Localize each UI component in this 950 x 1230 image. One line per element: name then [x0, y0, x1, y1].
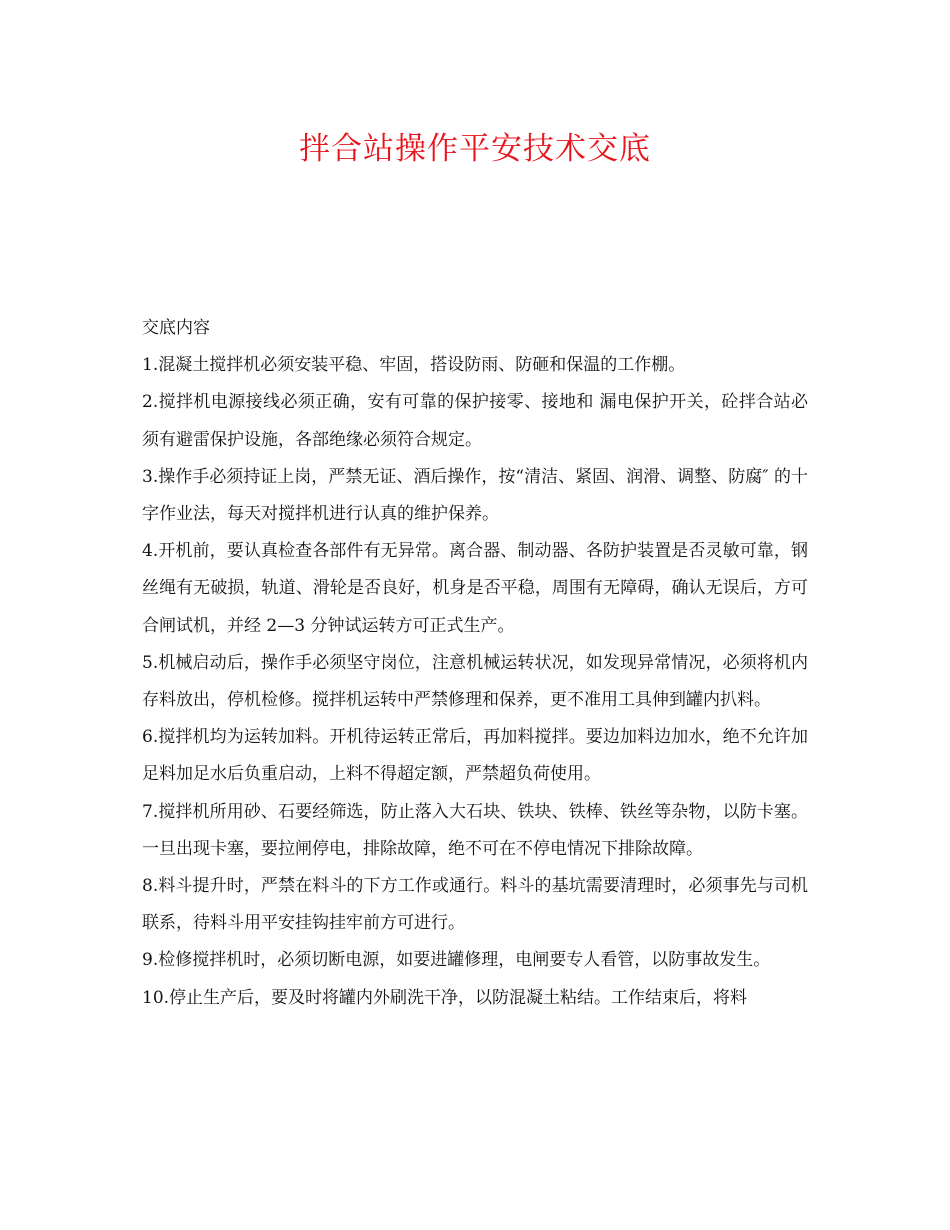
section-heading: 交底内容 [142, 318, 210, 338]
paragraph-item-10: 10.停止生产后，要及时将罐内外刷洗干净，以防混凝土粘结。工作结束后，将料 [142, 987, 748, 1008]
paragraph-item-5: 5.机械启动后，操作手必须坚守岗位，注意机械运转状况，如发现异常情况，必须将机内存料放出，停机检修。搅拌机运转中严禁修理和保养，更不准用工具伸到罐内扒料。 [142, 652, 808, 711]
paragraph-item-6: 6.搅拌机均为运转加料。开机待运转正常后，再加料搅拌。要边加料边加水，绝不允许加足料加足水后负重启动，上料不得超定额，严禁超负荷使用。 [142, 727, 808, 785]
document-body [142, 310, 808, 1017]
document-title: 拌合站操作平安技术交底 [299, 131, 651, 167]
paragraph-item-1: 1.混凝土搅拌机必须安装平稳、牢固，搭设防雨、防砸和保温的工作棚。 [142, 355, 686, 376]
paragraph-item-3: 3.操作手必须持证上岗，严禁无证、酒后操作，按“清洁、紧固、润滑、调整、防腐″ 的十字作业法，每天对搅拌机进行认真的维护保养。 [142, 466, 808, 525]
paragraph-item-4: 4.开机前，要认真检查各部件有无异常。离合器、制动器、各防护装置是否灵敏可靠，钢丝绳有无破损，轨道、滑轮是否良好，机身是否平稳，周围有无障碍，确认无误后，方可合闸试机，并经 2—3 分钟试运转方可正式生产。 [142, 541, 808, 636]
paragraph-item-9: 9.检修搅拌机时，必须切断电源，如要进罐修理，电闸要专人看管，以防事故发生。 [142, 950, 771, 971]
paragraph-item-8: 8.料斗提升时，严禁在料斗的下方工作或通行。料斗的基坑需要清理时，必须事先与司机联系，待料斗用平安挂钩挂牢前方可进行。 [142, 876, 808, 934]
paragraph-item-7: 7.搅拌机所用砂、石要经筛选，防止落入大石块、铁块、铁棒、铁丝等杂物，以防卡塞。一旦出现卡塞，要拉闸停电，排除故障，绝不可在不停电情况下排除故障。 [142, 801, 808, 859]
paragraph-item-2: 2.搅拌机电源接线必须正确，安有可靠的保护接零、接地和 漏电保护开关，砼拌合站必须有避雷保护设施，各部绝缘必须符合规定。 [142, 392, 808, 450]
